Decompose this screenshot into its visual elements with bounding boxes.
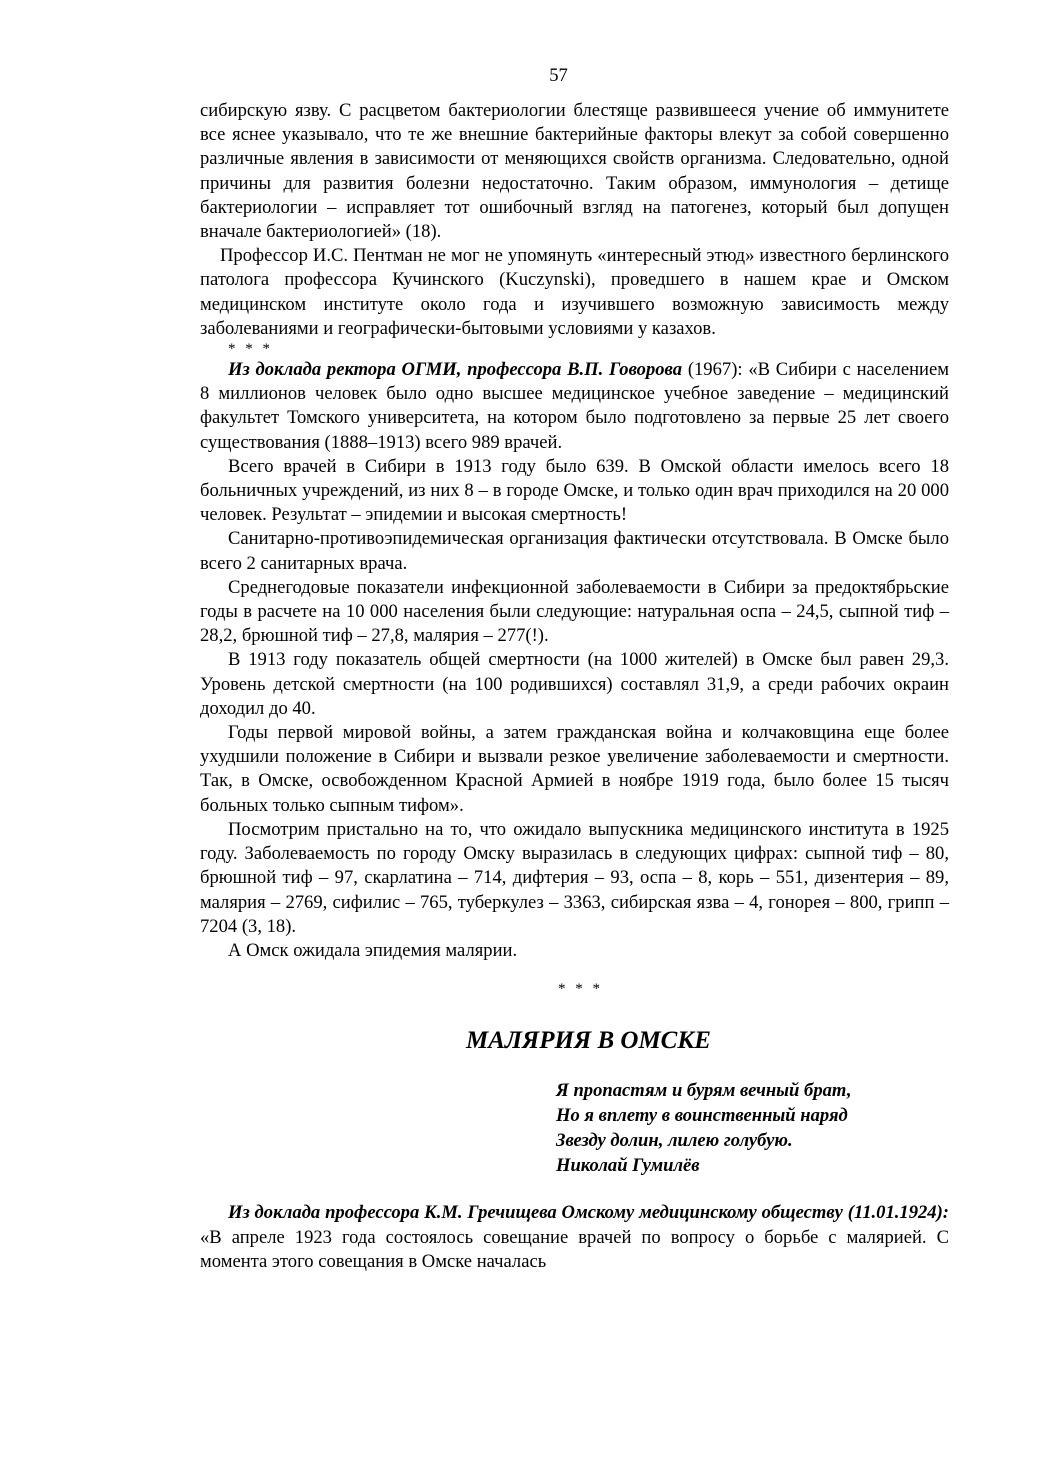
epigraph-line: Но я вплету в воинственный наряд	[556, 1105, 848, 1127]
epigraph	[556, 1078, 949, 1178]
paragraph: сибирскую язву. С расцветом бактериологии блестяще развившееся учение об иммунитете все яснее указывало, что те же внешние бактерийные факторы влекут за собой совершенно различные явления в зависимости от меняющихся свойств организма. Следовательно, одной причины для развития болезни недостаточно. Таким образом, иммунология – детище бактериологии – исправляет тот ошибочный взгляд на патогенез, который был допущен вначале бактериологией» (18).	[200, 100, 949, 243]
paragraph-grechishchev	[200, 1201, 949, 1274]
paragraph: В 1913 году показатель общей смертности (на 1000 жителей) в Омске был равен 29,3. Уровень детской смертности (на 100 родившихся) составлял 31,9, а среди рабочих окраин доходил до 40.	[200, 649, 949, 719]
section-heading: МАЛЯРИЯ В ОМСКЕ	[466, 1027, 711, 1055]
section-separator: * * *	[228, 341, 273, 358]
paragraph: Посмотрим пристально на то, что ожидало выпускника медицинского института в 1925 году. Заболеваемость по городу Омску выразилась в следующих цифрах: сыпной тиф – 80, брюшной тиф – 97, скарлатина – 714, дифтерия – 93, оспа – 8, корь – 551, дизентерия – 89, малярия – 2769, сифилис – 765, туберкулез – 3363, сибирская язва – 4, гонорея – 800, грипп – 7204 (3, 18).	[200, 818, 949, 937]
paragraph: Среднегодовые показатели инфекционной заболеваемости в Сибири за предоктябрьские годы в расчете на 10 000 населения были следующие: натуральная оспа – 24,5, сыпной тиф – 28,2, брюшной тиф – 27,8, малярия – 277(!).	[200, 576, 949, 647]
page-body	[200, 99, 949, 1274]
paragraph: Годы первой мировой войны, а затем гражданская война и колчаковщина еще более ухудшили положение в Сибири и вызвали резкое увеличение заболеваемости и смертности. Так, в Омске, освобожденном Красной Армией в ноябре 1919 года, было более 15 тысяч больных только сыпным тифом».	[200, 722, 949, 816]
epigraph-line: Я пропастям и бурям вечный брат,	[556, 1080, 852, 1102]
page-number: 57	[549, 65, 568, 86]
quote-text: (1967): «В Сибири с населением 8 миллионов человек было одно высшее медицинское учебное заведение – медицинский факультет Томского университета, на котором было подготовлено за первые 25 лет своего существования (1888–1913) всего 989 врачей.	[200, 359, 949, 453]
quote-source: Из доклада ректора ОГМИ, профессора В.П. Говорова	[228, 359, 683, 381]
quote-text: «В апреле 1923 года состоялось совещание врачей по вопросу о борьбе с малярией. С момента этого совещания в Омске началась	[200, 1226, 949, 1272]
quote-source: Из доклада профессора К.М. Гречищева Омскому медицинскому обществу (11.01.1924):	[228, 1202, 949, 1224]
epigraph-line: Звезду долин, лилею голубую.	[556, 1130, 793, 1152]
section-separator: * * *	[558, 981, 603, 998]
paragraph-govorov	[200, 358, 949, 455]
paragraph: Санитарно-противоэпидемическая организация фактически отсутствовала. В Омске было всего 2 санитарных врача.	[200, 528, 949, 574]
epigraph-author: Николай Гумилёв	[556, 1155, 700, 1177]
paragraph: А Омск ожидала эпидемия малярии.	[228, 939, 518, 961]
paragraph: Всего врачей в Сибири в 1913 году было 639. В Омской области имелось всего 18 больничных учреждений, из них 8 – в городе Омске, и только один врач приходился на 20 000 человек. Результат – эпидемии и высокая смертность!	[200, 455, 949, 526]
paragraph: Профессор И.С. Пентман не мог не упомянуть «интересный этюд» известного берлинского патолога профессора Кучинского (Kuczynski), проведшего в нашем крае и Омском медицинском институте около года и изучившего возможную зависимость между заболеваниями и географически-бытовыми условиями у казахов.	[200, 245, 949, 339]
